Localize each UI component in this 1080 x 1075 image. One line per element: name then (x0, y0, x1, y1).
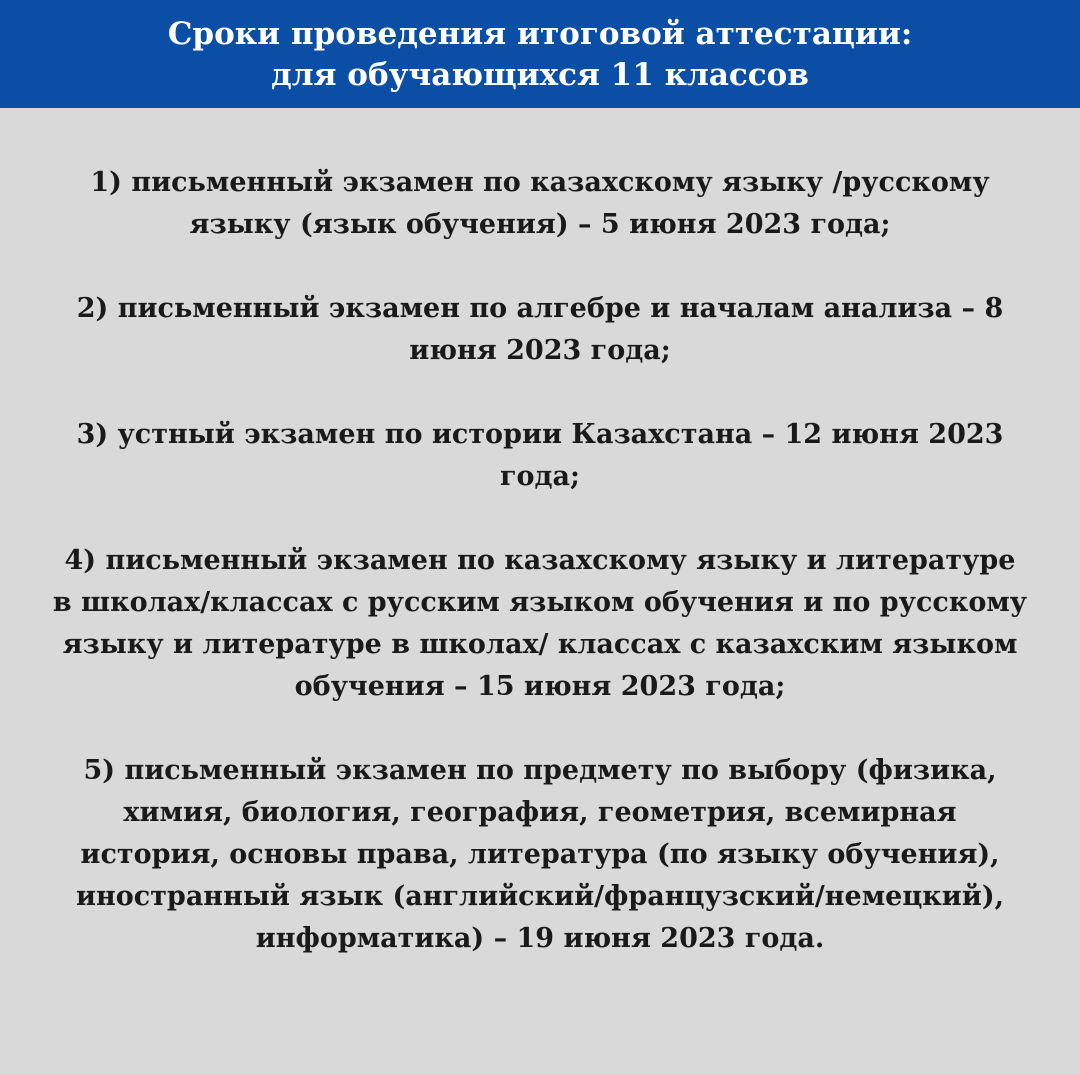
exam-item-line: 4) письменный экзамен по казахскому языку и литературе (64, 545, 1016, 576)
header-banner (0, 0, 1080, 108)
exam-item-line: химия, биология, география, геометрия, всемирная (123, 797, 957, 828)
exam-item-line: 2) письменный экзамен по алгебре и началам анализа – 8 (76, 293, 1004, 324)
exam-item-line: 5) письменный экзамен по предмету по выбору (физика, (83, 755, 997, 786)
exam-item-4 (20, 540, 1060, 708)
exam-item-2 (20, 288, 1060, 372)
exam-item-1 (20, 162, 1060, 246)
exam-item-line: в школах/классах с русским языком обучения и по русскому (52, 587, 1028, 618)
exam-item-line: языку (язык обучения) – 5 июня 2023 года; (189, 209, 891, 240)
exam-item-line: 1) письменный экзамен по казахскому языку /русскому (90, 167, 990, 198)
exam-item-line: обучения – 15 июня 2023 года; (294, 671, 786, 702)
exam-item-line: информатика) – 19 июня 2023 года. (255, 923, 825, 954)
exam-item-line: 3) устный экзамен по истории Казахстана – 12 июня 2023 (76, 419, 1004, 450)
exam-item-line: история, основы права, литература (по языку обучения), (80, 839, 1000, 870)
header-title-line-1: Сроки проведения итоговой аттестации: (167, 16, 913, 52)
exam-item-line: иностранный язык (английский/французский/немецкий), (75, 881, 1005, 912)
exam-schedule-list (0, 108, 1080, 960)
exam-item-5 (20, 750, 1060, 960)
header-title-line-2: для обучающихся 11 классов (271, 57, 809, 93)
exam-item-line: языку и литературе в школах/ классах с казахским языком (62, 629, 1018, 660)
exam-item-3 (20, 414, 1060, 498)
exam-item-line: июня 2023 года; (409, 335, 671, 366)
exam-item-line: года; (499, 461, 580, 492)
